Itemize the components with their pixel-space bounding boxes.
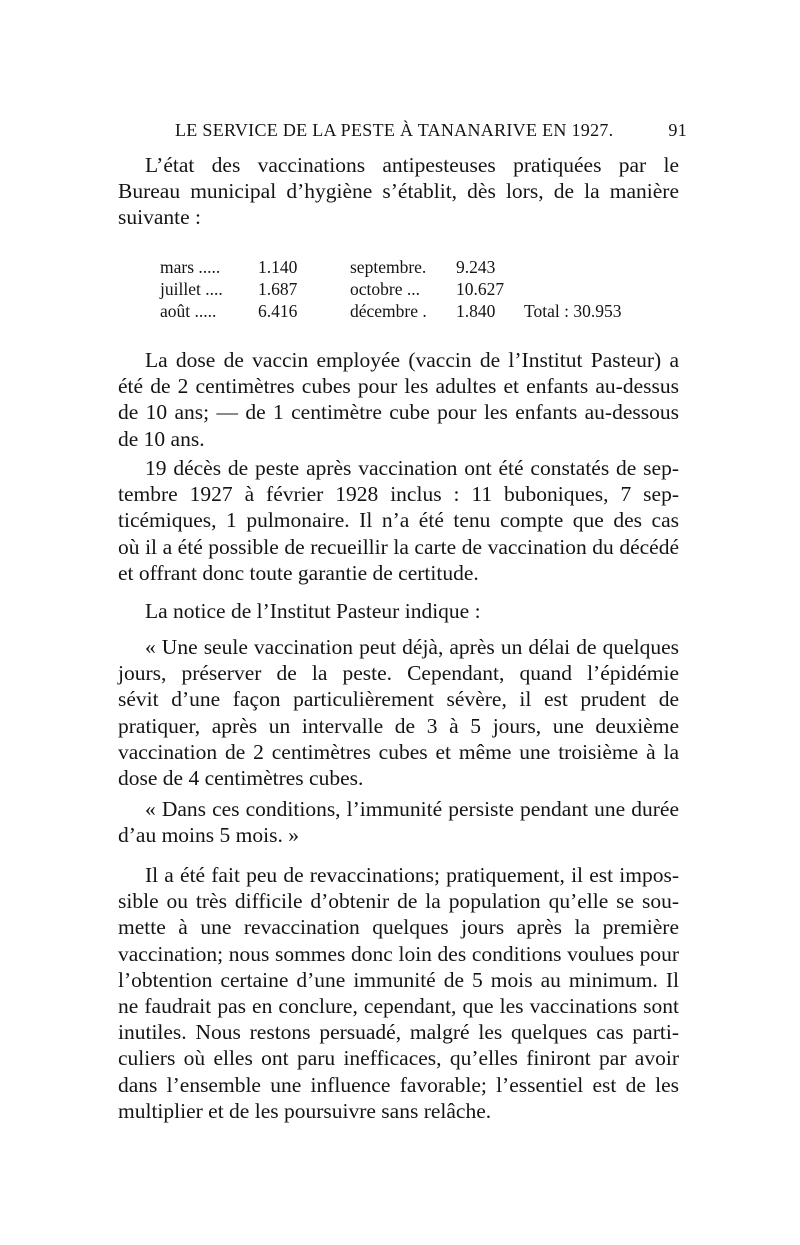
text-line: de 10 ans; — de 1 centimètre cube pour les enfants au-dessous bbox=[118, 400, 679, 425]
text-line: vaccination de 2 centimètres cubes et même une troisième à la bbox=[118, 739, 679, 764]
value-cell: 1.840 bbox=[456, 301, 496, 321]
text-line: dans l’ensemble une influence favorable; l’essentiel est de les bbox=[118, 1072, 679, 1097]
text-line: ticémiques, 1 pulmonaire. Il n’a été tenu compte que des cas bbox=[118, 508, 679, 533]
total-cell: Total : 30.953 bbox=[524, 301, 622, 321]
text-line: jours, préserver de la peste. Cependant, quand l’épidémie bbox=[118, 661, 679, 686]
text-line: où il a été possible de recueillir la carte de vaccination du décédé bbox=[118, 534, 679, 559]
value-cell: 9.243 bbox=[456, 257, 496, 277]
text-line: tembre 1927 à février 1928 inclus : 11 buboniques, 7 sep- bbox=[118, 482, 679, 507]
text-line: été de 2 centimètres cubes pour les adultes et enfants au-dessus bbox=[118, 374, 679, 399]
table-row bbox=[160, 278, 650, 300]
text-line: sible ou très difficile d’obtenir de la population qu’elle se sou- bbox=[118, 889, 679, 914]
text-line: 19 décès de peste après vaccination ont été constatés de sep- bbox=[145, 456, 679, 480]
value-cell: 6.416 bbox=[258, 301, 298, 321]
text-line: l’obtention certaine d’une immunité de 5 mois au minimum. Il bbox=[118, 967, 679, 992]
vaccination-table bbox=[160, 256, 650, 322]
text-line: sévit d’une façon particulièrement sévère, il est prudent de bbox=[118, 687, 679, 712]
text-line: « Dans ces conditions, l’immunité persiste pendant une durée bbox=[145, 797, 679, 821]
text-line: La notice de l’Institut Pasteur indique : bbox=[145, 599, 481, 623]
paragraph-intro bbox=[118, 152, 679, 231]
value-cell: 1.687 bbox=[258, 279, 298, 299]
text-line: dose de 4 centimètres cubes. bbox=[118, 766, 364, 791]
paragraph-revaccination bbox=[118, 862, 679, 1124]
text-line: de 10 ans. bbox=[118, 426, 205, 451]
month-cell: septembre. bbox=[350, 257, 427, 277]
text-line: et offrant donc toute garantie de certitude. bbox=[118, 560, 479, 585]
paragraph-quote-1 bbox=[118, 634, 679, 791]
text-line: pratiquer, après un intervalle de 3 à 5 jours, une deuxième bbox=[118, 713, 679, 738]
table-row bbox=[160, 300, 650, 322]
paragraph-notice bbox=[118, 598, 679, 624]
page-number: 91 bbox=[668, 120, 687, 140]
text-line: d’au moins 5 mois. » bbox=[118, 823, 299, 848]
text-line: inutiles. Nous restons persuadé, malgré les quelques cas parti- bbox=[118, 1020, 679, 1045]
text-line: suivante : bbox=[118, 205, 201, 230]
text-line: ne faudrait pas en conclure, cependant, que les vaccinations sont bbox=[118, 994, 679, 1019]
month-cell: août ..... bbox=[160, 301, 217, 321]
text-line: La dose de vaccin employée (vaccin de l’Institut Pasteur) a bbox=[145, 348, 679, 372]
text-line: Bureau municipal d’hygiène s’établit, dès lors, de la manière bbox=[118, 179, 679, 204]
text-line: multiplier et de les poursuivre sans relâche. bbox=[118, 1098, 492, 1123]
value-cell: 10.627 bbox=[456, 279, 505, 299]
table-row bbox=[160, 256, 650, 278]
text-line: L’état des vaccinations antipesteuses pratiquées par le bbox=[145, 153, 679, 177]
text-line: vaccination; nous sommes donc loin des conditions voulues pour bbox=[118, 941, 679, 966]
paragraph-deaths bbox=[118, 455, 679, 586]
text-line: mette à une revaccination quelques jours après la première bbox=[118, 915, 679, 940]
month-cell: juillet .... bbox=[160, 279, 223, 299]
running-title: LE SERVICE DE LA PESTE À TANANARIVE EN 1927. bbox=[175, 120, 614, 140]
month-cell: octobre ... bbox=[350, 279, 420, 299]
month-cell: décembre . bbox=[350, 301, 427, 321]
paragraph-quote-2 bbox=[118, 796, 679, 848]
text-line: culiers où elles ont paru inefficaces, qu’elles finiront par avoir bbox=[118, 1046, 679, 1071]
text-line: Il a été fait peu de revaccinations; pratiquement, il est impos- bbox=[145, 863, 679, 887]
value-cell: 1.140 bbox=[258, 257, 298, 277]
month-cell: mars ..... bbox=[160, 257, 221, 277]
text-line: « Une seule vaccination peut déjà, après un délai de quelques bbox=[145, 635, 679, 659]
paragraph-dose bbox=[118, 347, 679, 452]
